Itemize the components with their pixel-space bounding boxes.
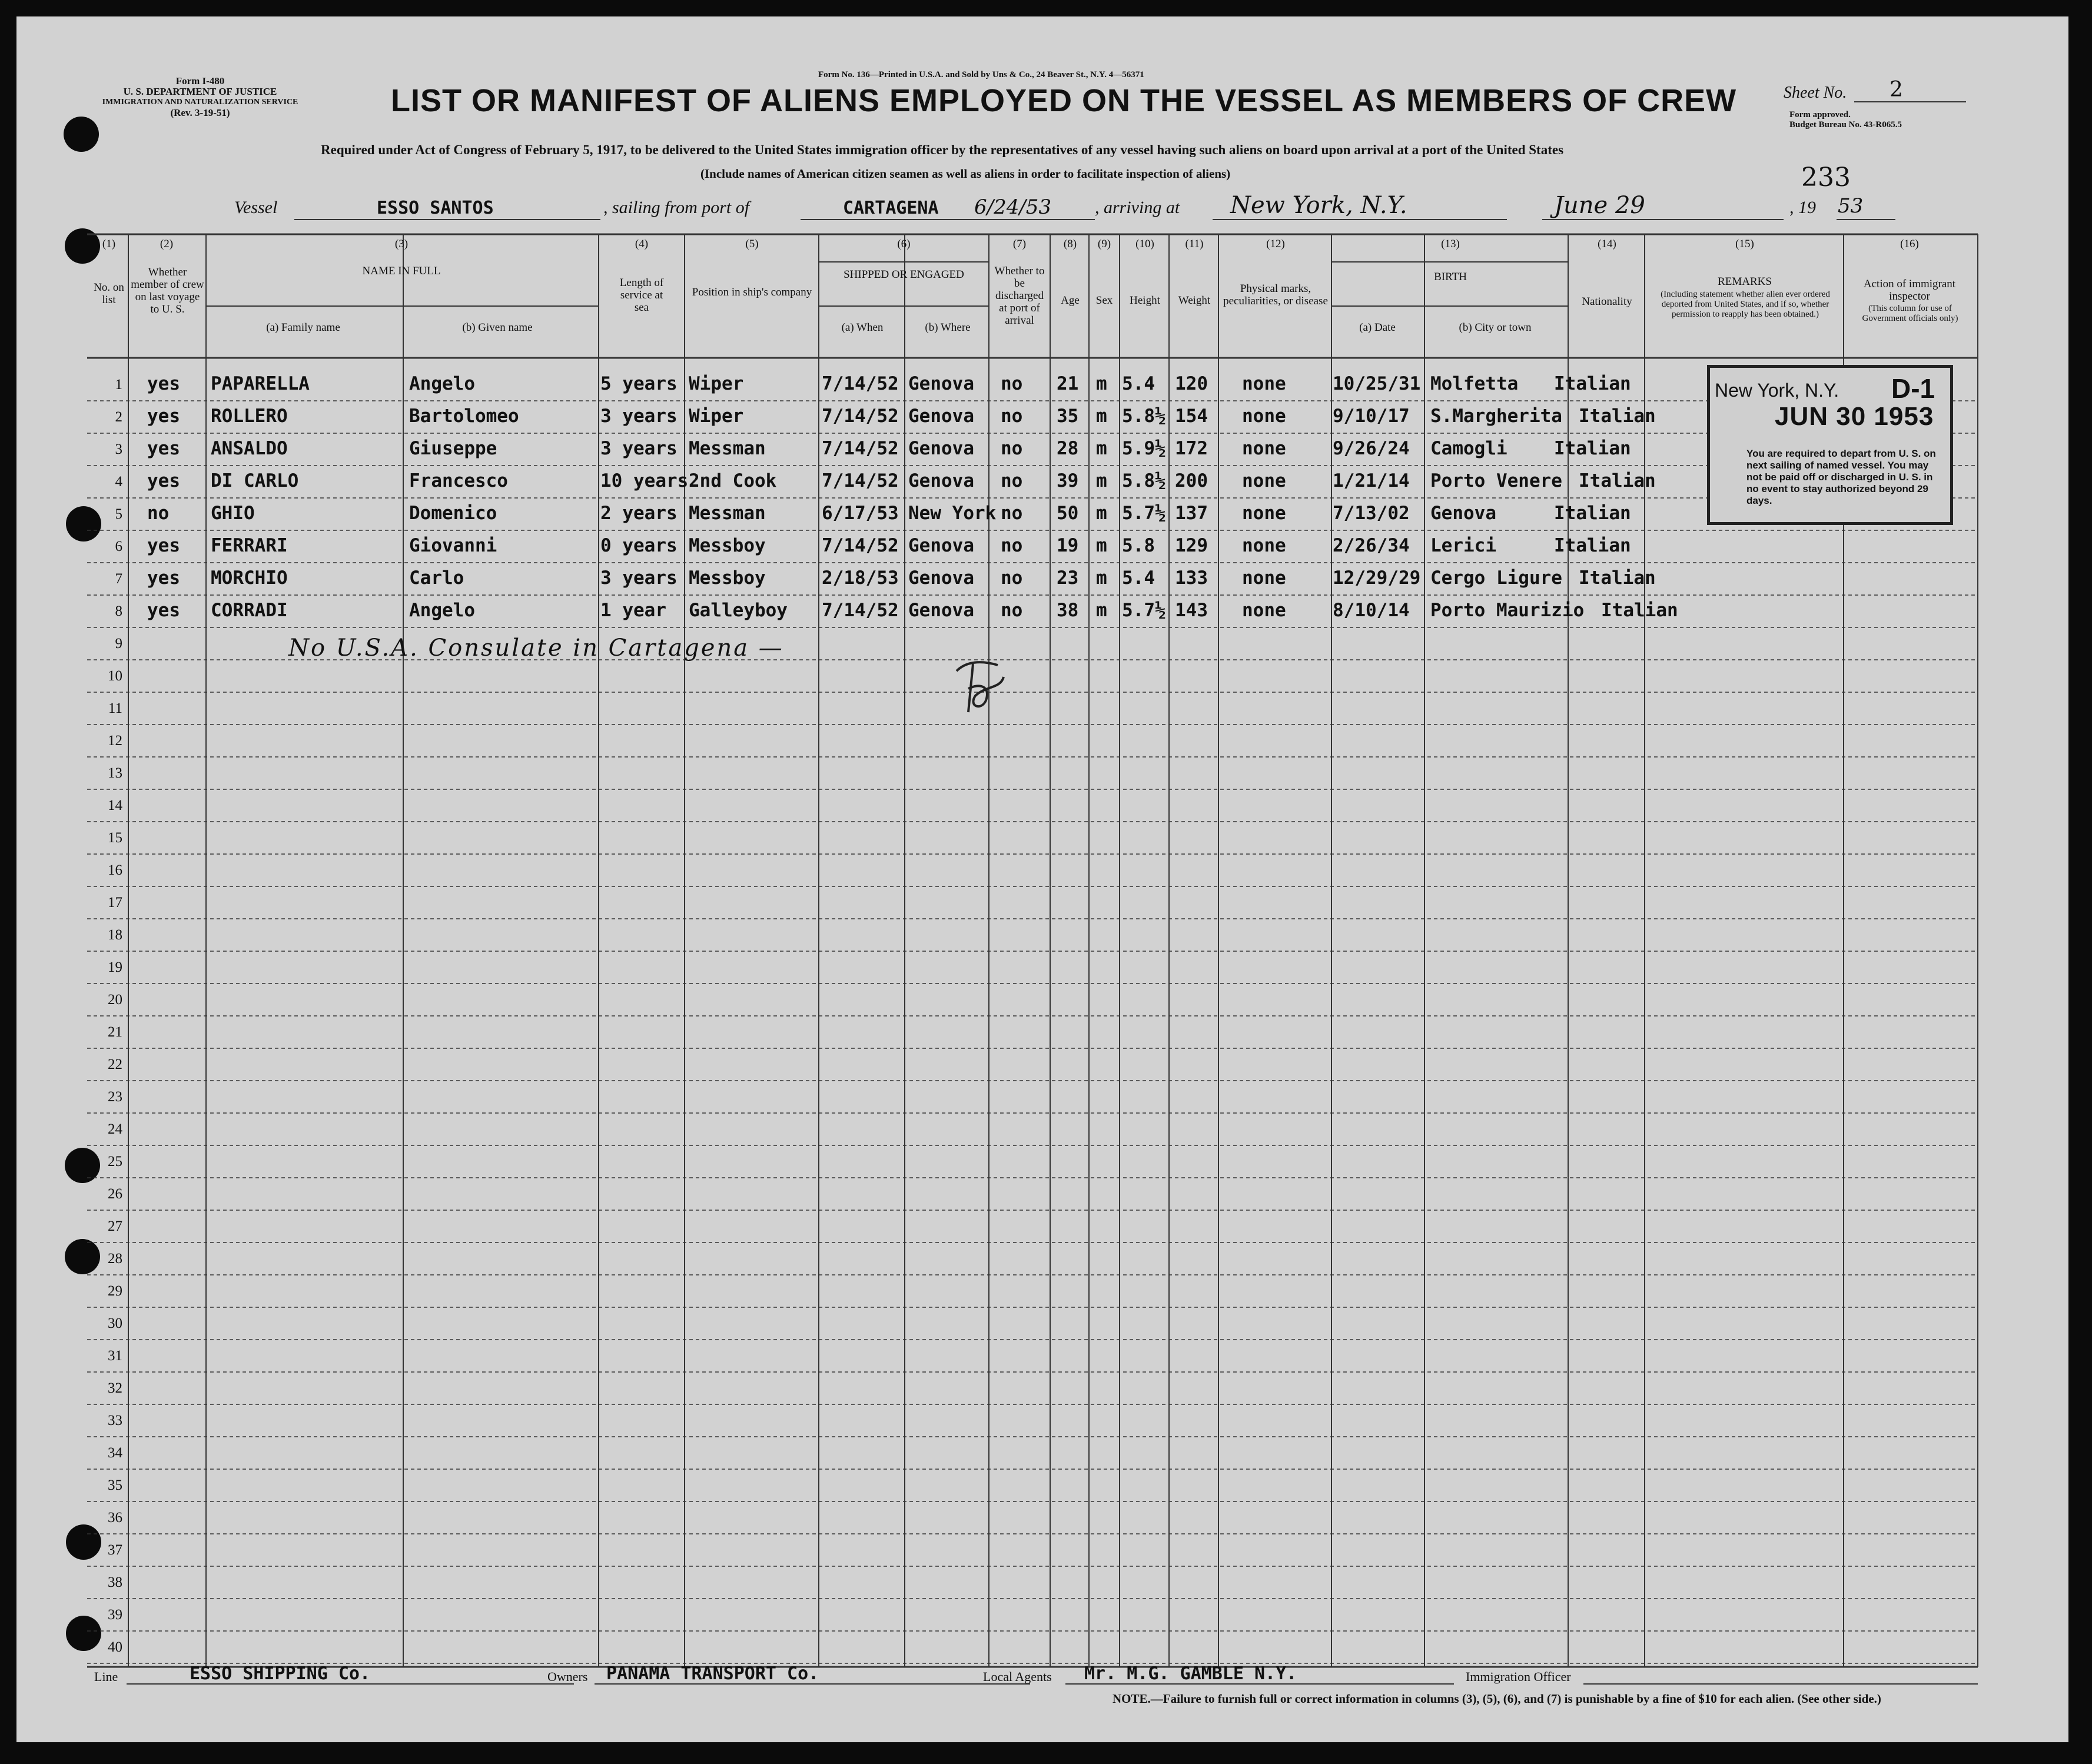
crew-position: Messboy	[689, 535, 766, 556]
crew-age: 23	[1057, 567, 1079, 589]
crew-family-name: MORCHIO	[211, 567, 288, 589]
crew-family-name: ROLLERO	[211, 406, 288, 427]
row-number: 20	[108, 992, 122, 1008]
sailing-date: 6/24/53	[974, 195, 1052, 219]
arrival-year: 53	[1838, 194, 1864, 218]
crew-position: Messman	[689, 438, 766, 459]
year-prefix: , 19	[1789, 198, 1816, 217]
crew-sex: m	[1096, 373, 1107, 394]
crew-discharge: no	[1001, 470, 1023, 491]
crew-nationality: Italian	[1579, 406, 1656, 427]
crew-birth-city: Cergo Ligure	[1430, 567, 1562, 589]
row-number: 2	[115, 409, 122, 425]
crew-position: Galleyboy	[689, 600, 788, 621]
col16-num: (16)	[1900, 238, 1919, 250]
crew-last-voyage: yes	[147, 535, 180, 556]
col15-num: (15)	[1735, 238, 1754, 250]
crew-sex: m	[1096, 535, 1107, 556]
crew-height: 5.8½	[1122, 470, 1166, 491]
row-number: 12	[108, 733, 122, 749]
row-number: 38	[108, 1574, 122, 1590]
crew-service-length: 0 years	[600, 535, 678, 556]
owners-value: PANAMA TRANSPORT Co.	[606, 1663, 819, 1684]
crew-discharge: no	[1001, 438, 1023, 459]
crew-nationality: Italian	[1554, 503, 1631, 524]
crew-shipped-where: Genova	[908, 600, 974, 621]
crew-given-name: Francesco	[409, 470, 508, 491]
crew-last-voyage: yes	[147, 470, 180, 491]
row-number: 13	[108, 765, 122, 781]
agents-value: Mr. M.G. GAMBLE N.Y.	[1084, 1663, 1297, 1684]
col1-num: (1)	[102, 238, 116, 250]
row-number: 8	[115, 603, 122, 619]
col14-header: Nationality	[1582, 295, 1632, 308]
crew-nationality: Italian	[1554, 373, 1631, 394]
crew-service-length: 3 years	[600, 406, 678, 427]
crew-last-voyage: yes	[147, 373, 180, 394]
officer-underline	[1583, 1683, 1978, 1685]
crew-height: 5.8	[1122, 535, 1155, 556]
crew-shipped-where: Genova	[908, 535, 974, 556]
crew-shipped-when: 7/14/52	[822, 406, 899, 427]
arriving-port: New York, N.Y.	[1230, 192, 1407, 219]
crew-shipped-where: Genova	[908, 373, 974, 394]
crew-birth-city: S.Margherita	[1430, 406, 1562, 427]
col15-header: REMARKS	[1718, 275, 1772, 288]
crew-height: 5.4	[1122, 567, 1155, 589]
crew-birth-city: Molfetta	[1430, 373, 1519, 394]
row-number: 6	[115, 539, 122, 554]
crew-height: 5.7½	[1122, 503, 1166, 524]
crew-service-length: 1 year	[600, 600, 666, 621]
crew-birth-date: 12/29/29	[1333, 567, 1421, 589]
crew-given-name: Giovanni	[409, 535, 497, 556]
crew-sex: m	[1096, 567, 1107, 589]
crew-shipped-when: 2/18/53	[822, 567, 899, 589]
crew-weight: 143	[1175, 600, 1208, 621]
col3-num: (3)	[394, 238, 409, 250]
crew-birth-date: 9/26/24	[1333, 438, 1410, 459]
crew-weight: 120	[1175, 373, 1208, 394]
crew-service-length: 5 years	[600, 373, 678, 394]
crew-nationality: Italian	[1579, 470, 1656, 491]
row-number: 27	[108, 1218, 122, 1234]
required-text: Required under Act of Congress of February 5, 1917, to be delivered to the United States immigration officer by the representatives of any vessel having such aliens on board upon arrival at a port of the United States	[321, 142, 1564, 157]
page-number: 233	[1801, 162, 1851, 192]
crew-given-name: Carlo	[409, 567, 464, 589]
row-number: 34	[108, 1445, 122, 1461]
crew-last-voyage: no	[147, 503, 170, 524]
crew-physical-marks: none	[1242, 535, 1286, 556]
vessel-name: ESSO SANTOS	[377, 198, 494, 218]
arriving-label: , arriving at	[1095, 198, 1180, 217]
crew-age: 39	[1057, 470, 1079, 491]
crew-discharge: no	[1001, 600, 1023, 621]
agents-label: Local Agents	[983, 1669, 1052, 1684]
col6-header: SHIPPED OR ENGAGED	[844, 268, 964, 281]
crew-weight: 200	[1175, 470, 1208, 491]
crew-birth-date: 7/13/02	[1333, 503, 1410, 524]
row-number: 4	[115, 474, 122, 490]
crew-nationality: Italian	[1554, 438, 1631, 459]
crew-shipped-where: Genova	[908, 470, 974, 491]
crew-birth-date: 8/10/14	[1333, 600, 1410, 621]
crew-physical-marks: none	[1242, 600, 1286, 621]
crew-birth-city: Lerici	[1430, 535, 1496, 556]
crew-service-length: 3 years	[600, 438, 678, 459]
crew-physical-marks: none	[1242, 470, 1286, 491]
col3a-header: (a) Family name	[266, 321, 340, 334]
arrival-date: June 29	[1554, 192, 1645, 219]
row-number: 3	[115, 441, 122, 457]
crew-sex: m	[1096, 406, 1107, 427]
service-name: IMMIGRATION AND NATURALIZATION SERVICE	[102, 98, 298, 107]
crew-position: Wiper	[689, 373, 744, 394]
row-number: 19	[108, 959, 122, 975]
row-number: 33	[108, 1413, 122, 1429]
immigration-officer-label: Immigration Officer	[1466, 1669, 1571, 1684]
crew-last-voyage: yes	[147, 600, 180, 621]
crew-sex: m	[1096, 503, 1107, 524]
row-number: 14	[108, 798, 122, 813]
crew-shipped-where: Genova	[908, 438, 974, 459]
crew-shipped-when: 6/17/53	[822, 503, 899, 524]
crew-physical-marks: none	[1242, 503, 1286, 524]
crew-physical-marks: none	[1242, 406, 1286, 427]
crew-height: 5.4	[1122, 373, 1155, 394]
vessel-label: Vessel	[234, 198, 278, 217]
col4-num: (4)	[635, 238, 649, 250]
form-number: Form I-480	[175, 75, 225, 87]
crew-discharge: no	[1001, 373, 1023, 394]
crew-family-name: CORRADI	[211, 600, 288, 621]
crew-sex: m	[1096, 600, 1107, 621]
col4-header: Length of service at sea	[619, 277, 664, 314]
row-number: 26	[108, 1186, 122, 1202]
row-number: 9	[115, 636, 122, 652]
immigration-stamp	[1707, 365, 1953, 525]
row-number: 35	[108, 1477, 122, 1493]
row-number: 22	[108, 1057, 122, 1072]
form-approved: Form approved.	[1789, 110, 1851, 119]
penalty-note: NOTE.—Failure to furnish full or correct information in columns (3), (5), (6), and (7) is punishable by a fine of $10 for each alien. (See other side.)	[1113, 1692, 1881, 1706]
col5-num: (5)	[745, 238, 759, 250]
col14-num: (14)	[1598, 238, 1616, 250]
owners-label: Owners	[547, 1669, 588, 1684]
col3b-header: (b) Given name	[462, 321, 533, 334]
crew-given-name: Giuseppe	[409, 438, 497, 459]
line-label: Line	[94, 1669, 118, 1684]
col9-num: (9)	[1097, 238, 1111, 250]
crew-discharge: no	[1001, 503, 1023, 524]
crew-nationality: Italian	[1554, 535, 1631, 556]
crew-family-name: GHIO	[211, 503, 255, 524]
include-text: (Include names of American citizen seamen as well as aliens in order to facilitate inspection of aliens)	[700, 167, 1231, 181]
crew-weight: 129	[1175, 535, 1208, 556]
crew-physical-marks: none	[1242, 567, 1286, 589]
col7-num: (7)	[1012, 238, 1027, 250]
crew-height: 5.7½	[1122, 600, 1166, 621]
crew-given-name: Angelo	[409, 600, 475, 621]
crew-shipped-where: New York	[908, 503, 997, 524]
crew-given-name: Domenico	[409, 503, 497, 524]
crew-age: 21	[1057, 373, 1079, 394]
crew-position: 2nd Cook	[689, 470, 777, 491]
crew-weight: 172	[1175, 438, 1208, 459]
col6-num: (6)	[897, 238, 911, 250]
crew-physical-marks: none	[1242, 438, 1286, 459]
col13b-header: (b) City or town	[1459, 321, 1532, 334]
col11-num: (11)	[1185, 238, 1204, 250]
crew-family-name: ANSALDO	[211, 438, 288, 459]
stamp-text: You are required to depart from U. S. on next sailing of named vessel. You may not be paid off or discharged in U. S. in no event to stay authorized beyond 29 days.	[1746, 448, 1936, 506]
crew-discharge: no	[1001, 406, 1023, 427]
printer-line: Form No. 136—Printed in U.S.A. and Sold by Uns & Co., 24 Beaver St., N.Y. 4—56371	[818, 70, 1144, 79]
crew-family-name: FERRARI	[211, 535, 288, 556]
crew-birth-date: 10/25/31	[1333, 373, 1421, 394]
col12-header: Physical marks, peculiarities, or disease	[1223, 283, 1328, 307]
row-number: 31	[108, 1348, 122, 1364]
row-number: 5	[115, 506, 122, 522]
col1-header: No. on list	[94, 281, 124, 306]
crew-service-length: 2 years	[600, 503, 678, 524]
crew-position: Messboy	[689, 567, 766, 589]
row-number: 23	[108, 1089, 122, 1105]
col2-header: Whether member of crew on last voyage to U. S.	[131, 266, 204, 315]
crew-birth-date: 2/26/34	[1333, 535, 1410, 556]
crew-age: 35	[1057, 406, 1079, 427]
row-number: 15	[108, 830, 122, 846]
col16-header: Action of immigrant inspector	[1863, 278, 1956, 303]
department-name: U. S. DEPARTMENT OF JUSTICE	[123, 86, 277, 97]
crew-physical-marks: none	[1242, 373, 1286, 394]
crew-given-name: Bartolomeo	[409, 406, 519, 427]
line-value: ESSO SHIPPING Co.	[190, 1663, 371, 1684]
col7-header: Whether to be discharged at port of arrival	[994, 265, 1045, 327]
crew-nationality: Italian	[1579, 567, 1656, 589]
row-number: 36	[108, 1510, 122, 1526]
row-number: 16	[108, 862, 122, 878]
col8-num: (8)	[1063, 238, 1077, 250]
crew-age: 50	[1057, 503, 1079, 524]
crew-birth-city: Porto Venere	[1430, 470, 1562, 491]
col12-num: (12)	[1266, 238, 1285, 250]
crew-birth-city: Camogli	[1430, 438, 1507, 459]
budget-bureau: Budget Bureau No. 43-R065.5	[1789, 120, 1902, 129]
row-number: 10	[108, 668, 122, 684]
col11-header: Weight	[1178, 294, 1211, 307]
row-number: 39	[108, 1607, 122, 1623]
crew-weight: 137	[1175, 503, 1208, 524]
crew-last-voyage: yes	[147, 567, 180, 589]
crew-shipped-when: 7/14/52	[822, 535, 899, 556]
handwritten-initials	[945, 653, 1015, 718]
col5-header: Position in ship's company	[692, 286, 812, 298]
form-title: LIST OR MANIFEST OF ALIENS EMPLOYED ON THE VESSEL AS MEMBERS OF CREW	[391, 83, 1737, 118]
handwritten-consulate-note: No U.S.A. Consulate in Cartagena —	[288, 634, 784, 662]
crew-birth-date: 9/10/17	[1333, 406, 1410, 427]
row-number: 1	[115, 377, 122, 393]
col3-header: NAME IN FULL	[362, 265, 441, 277]
crew-age: 19	[1057, 535, 1079, 556]
crew-birth-city: Porto Maurizio	[1430, 600, 1585, 621]
col13a-header: (a) Date	[1359, 321, 1396, 334]
row-number: 28	[108, 1251, 122, 1267]
row-number: 7	[115, 571, 122, 587]
row-number: 29	[108, 1283, 122, 1299]
col10-num: (10)	[1135, 238, 1154, 250]
col2-num: (2)	[160, 238, 174, 250]
crew-nationality: Italian	[1601, 600, 1678, 621]
crew-sex: m	[1096, 438, 1107, 459]
crew-position: Wiper	[689, 406, 744, 427]
col16-subheader: (This column for use of Government officials only)	[1862, 304, 1958, 323]
crew-weight: 154	[1175, 406, 1208, 427]
crew-service-length: 3 years	[600, 567, 678, 589]
col13-header: BIRTH	[1434, 271, 1467, 283]
col6a-header: (a) When	[841, 321, 884, 334]
stamp-date: JUN 30 1953	[1775, 402, 1934, 431]
crew-shipped-when: 7/14/52	[822, 470, 899, 491]
stamp-city: New York, N.Y.	[1715, 380, 1839, 401]
crew-shipped-when: 7/14/52	[822, 438, 899, 459]
stamp-code: D-1	[1891, 373, 1935, 404]
crew-shipped-when: 7/14/52	[822, 600, 899, 621]
crew-shipped-where: Genova	[908, 567, 974, 589]
crew-shipped-when: 7/14/52	[822, 373, 899, 394]
row-number: 40	[108, 1639, 122, 1655]
row-number: 24	[108, 1121, 122, 1137]
crew-birth-city: Genova	[1430, 503, 1496, 524]
crew-position: Messman	[689, 503, 766, 524]
crew-service-length: 10 years	[600, 470, 689, 491]
col10-header: Height	[1130, 294, 1160, 307]
col9-header: Sex	[1095, 294, 1113, 307]
sheet-label: Sheet No.	[1784, 84, 1847, 102]
crew-height: 5.8½	[1122, 406, 1166, 427]
row-number: 25	[108, 1154, 122, 1170]
form-revision: (Rev. 3-19-51)	[170, 107, 230, 118]
crew-discharge: no	[1001, 567, 1023, 589]
crew-discharge: no	[1001, 535, 1023, 556]
crew-family-name: DI CARLO	[211, 470, 299, 491]
row-number: 37	[108, 1542, 122, 1558]
col6b-header: (b) Where	[925, 321, 971, 334]
sailing-port: CARTAGENA	[843, 198, 939, 218]
crew-given-name: Angelo	[409, 373, 475, 394]
col13-num: (13)	[1441, 238, 1460, 250]
sailing-label: , sailing from port of	[603, 198, 750, 217]
crew-age: 38	[1057, 600, 1079, 621]
crew-shipped-where: Genova	[908, 406, 974, 427]
row-number: 30	[108, 1315, 122, 1331]
crew-height: 5.9½	[1122, 438, 1166, 459]
crew-last-voyage: yes	[147, 406, 180, 427]
crew-birth-date: 1/21/14	[1333, 470, 1410, 491]
row-number: 11	[108, 700, 122, 716]
crew-weight: 133	[1175, 567, 1208, 589]
crew-last-voyage: yes	[147, 438, 180, 459]
col8-header: Age	[1061, 294, 1080, 307]
col15-subheader: (Including statement whether alien ever ordered deported from United States, and if so, whether permission to reapply has been obtained.)	[1661, 290, 1830, 319]
row-number: 32	[108, 1380, 122, 1396]
crew-age: 28	[1057, 438, 1079, 459]
sheet-number: 2	[1890, 78, 1903, 102]
crew-family-name: PAPARELLA	[211, 373, 310, 394]
crew-sex: m	[1096, 470, 1107, 491]
row-number: 21	[108, 1024, 122, 1040]
row-number: 18	[108, 927, 122, 943]
row-number: 17	[108, 895, 122, 911]
